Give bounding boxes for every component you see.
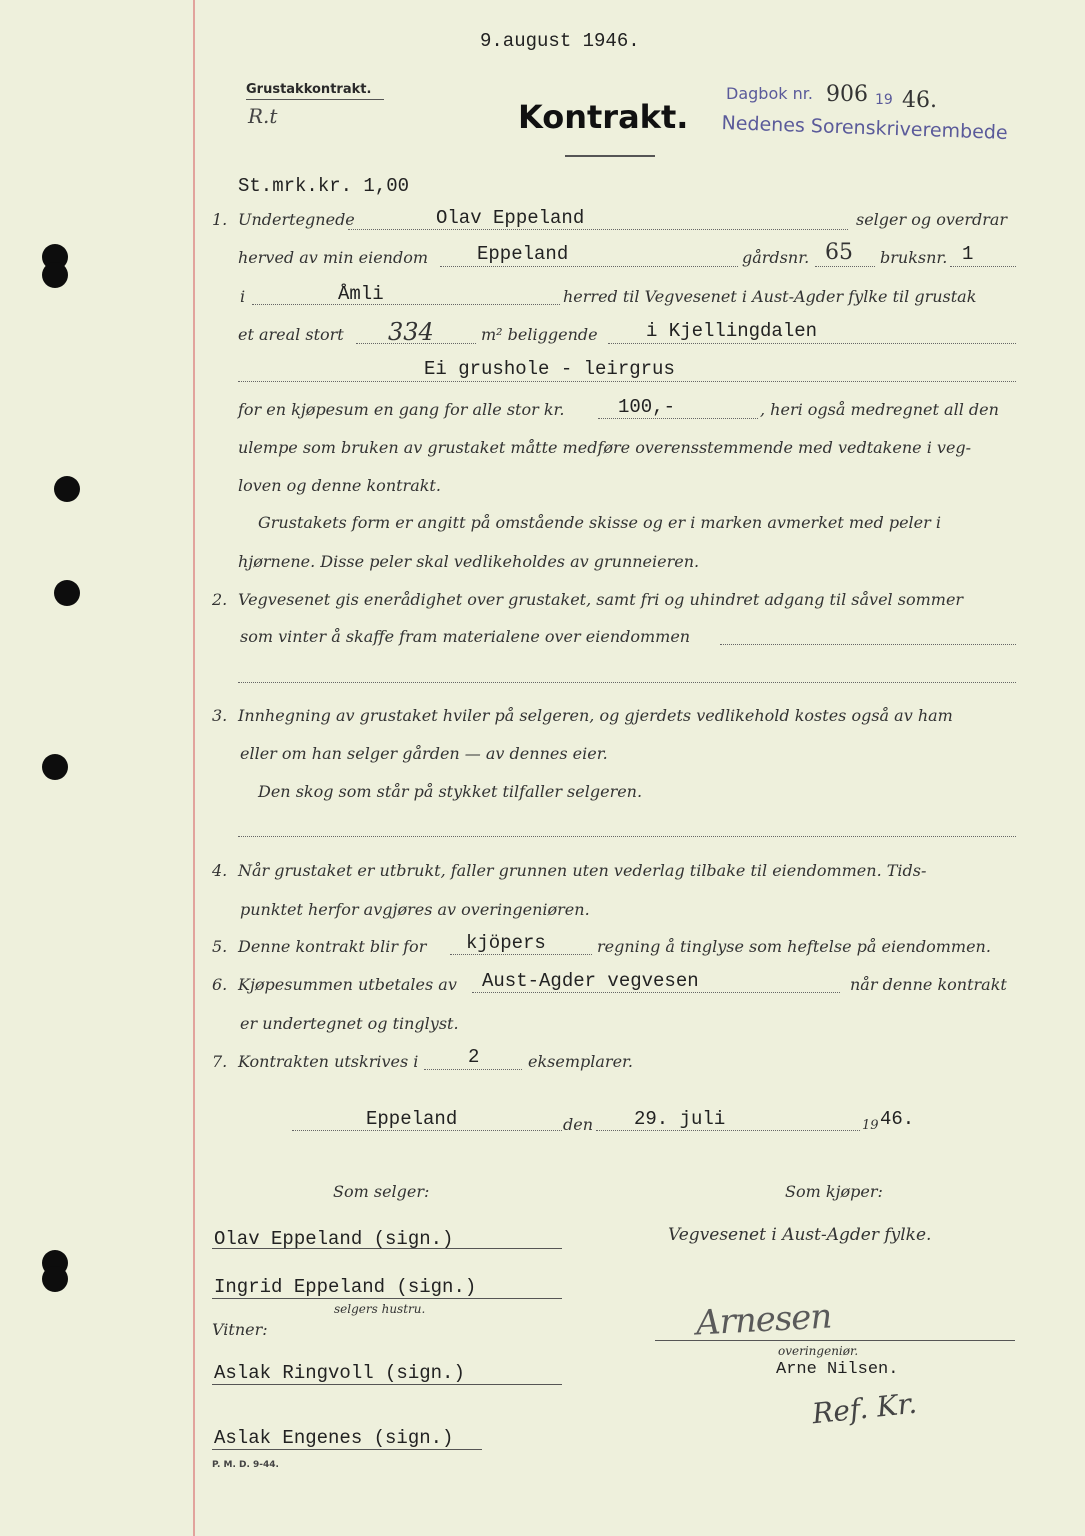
fill-line [238, 836, 1016, 837]
clause-text: Innhegning av grustaket hviler på selgeren, og gjerdets vedlikehold kostes også av ham [238, 706, 953, 725]
stamp-duty: St.mrk.kr. 1,00 [238, 175, 410, 197]
clause-text: eller om han selger gården — av dennes eier. [240, 744, 608, 763]
fill-line [238, 381, 1016, 382]
signature-line [212, 1384, 562, 1385]
signing-place: Eppeland [366, 1108, 458, 1130]
clause-text: Vegvesenet gis enerådighet over grustaket, samt fri og uhindret adgang til såvel sommer [238, 590, 964, 609]
handwritten-mark: R.t [248, 104, 278, 128]
clause-text: bruksnr. [880, 248, 948, 267]
clause-number: 2. [212, 590, 228, 609]
margin-line [193, 0, 195, 1536]
clause-text: Grustakets form er angitt på omstående skisse og er i marken avmerket med peler i [258, 513, 941, 532]
fill-line [720, 644, 1016, 645]
stamp-prefix: Dagbok nr. [726, 84, 813, 103]
clause-text: når denne kontrakt [850, 975, 1007, 994]
document-label: Grustakkontrakt. [246, 82, 372, 97]
buyer-organization: Vegvesenet i Aust-Agder fylke. [668, 1225, 932, 1245]
fill-line [596, 1130, 860, 1131]
clause-text: loven og denne kontrakt. [238, 476, 441, 495]
clause-text: Kontrakten utskrives i [238, 1052, 419, 1071]
form-code: P. M. D. 9-44. [212, 1460, 279, 1470]
title-underline [565, 155, 655, 157]
clause-text: som vinter å skaffe fram materialene over eiendommen [240, 627, 691, 646]
clause-number: 7. [212, 1052, 228, 1071]
punch-hole [42, 754, 68, 780]
fill-line [292, 1130, 562, 1131]
payer-value: Aust-Agder vegvesen [482, 970, 699, 992]
property-name: Eppeland [477, 243, 569, 265]
signature-line [212, 1298, 562, 1299]
clause-number: 5. [212, 937, 228, 956]
wife-label: selgers hustru. [334, 1302, 426, 1316]
municipality-value: Åmli [338, 283, 384, 305]
clause-text: ulempe som bruken av grustaket måtte medføre overensstemmende med vedtakene i veg- [238, 438, 972, 457]
buyer-heading: Som kjøper: [785, 1182, 883, 1201]
clause-text: herved av min eiendom [238, 248, 429, 267]
punch-hole [42, 1266, 68, 1292]
clause-text: selger og overdrar [856, 210, 1008, 229]
fill-line [450, 954, 592, 955]
document-title: Kontrakt. [518, 98, 689, 136]
clause-text: for en kjøpesum en gang for alle stor kr. [238, 400, 565, 419]
clause-text: m² beliggende [481, 325, 598, 344]
location-value: i Kjellingdalen [646, 320, 818, 342]
clause-text: hjørnene. Disse peler skal vedlikeholdes av grunneieren. [238, 552, 700, 571]
clause-text: Denne kontrakt blir for [238, 937, 427, 956]
signature-line [212, 1449, 482, 1450]
clause-number: 6. [212, 975, 228, 994]
fill-line [598, 418, 758, 419]
clause-text: gårdsnr. [742, 248, 810, 267]
stamp-year: 46. [902, 88, 937, 113]
witness1-signature: Aslak Ringvoll (sign.) [214, 1362, 465, 1384]
signature-line [655, 1340, 1015, 1341]
fill-line [424, 1069, 522, 1070]
bruksnr-value: 1 [962, 243, 974, 265]
den-label: den [563, 1115, 594, 1134]
buyer-handwritten-signature: Arnesen [695, 1296, 833, 1344]
clause-number: 3. [212, 706, 228, 725]
seller-name: Olav Eppeland [436, 207, 585, 229]
fill-line [348, 229, 848, 230]
punch-hole [54, 476, 80, 502]
fill-line [472, 992, 840, 993]
fill-line [815, 266, 875, 267]
area-value: 334 [388, 318, 434, 346]
witness-label: Vitner: [212, 1320, 268, 1339]
clause-text: herred til Vegvesenet i Aust-Agder fylke til grustak [563, 287, 977, 306]
buyer-name: Arne Nilsen. [776, 1360, 899, 1379]
clause-text: , heri også medregnet all den [760, 400, 999, 419]
clause-number: 1. [212, 210, 228, 229]
clause-number: 4. [212, 861, 228, 880]
clause-text: Den skog som står på stykket tilfaller selgeren. [258, 782, 643, 801]
registration-party: kjöpers [466, 932, 546, 954]
clause-text: i [240, 287, 246, 306]
fill-line [252, 304, 560, 305]
document-date: 9.august 1946. [480, 30, 640, 52]
clause-text: punktet herfor avgjøres av overingeniøren. [240, 900, 590, 919]
stamp-number: 906 [826, 82, 868, 107]
buyer-title: overingeniør. [778, 1344, 859, 1358]
fill-line [440, 266, 738, 267]
clause-text: Undertegnede [238, 210, 355, 229]
fill-line [950, 266, 1016, 267]
punch-hole [42, 262, 68, 288]
clause-text: et areal stort [238, 325, 344, 344]
punch-hole [54, 580, 80, 606]
fill-line [238, 682, 1016, 683]
fill-line [608, 343, 1016, 344]
description-value: Ei grushole - leirgrus [424, 358, 675, 380]
signing-year: 46. [880, 1108, 915, 1130]
clause-text: Når grustaket er utbrukt, faller grunnen uten vederlag tilbake til eiendommen. Tids- [238, 861, 927, 880]
year-prefix: 19 [862, 1118, 879, 1133]
gardsnr-value: 65 [825, 240, 853, 265]
price-value: 100,- [618, 396, 676, 418]
stamp-office: Nedenes Sorenskriverembede [721, 112, 1008, 144]
buyer-initials: Ref. Kr. [810, 1386, 919, 1431]
clause-text: er undertegnet og tinglyst. [240, 1014, 459, 1033]
clause-text: regning å tinglyse som heftelse på eiendommen. [597, 937, 991, 956]
seller-heading: Som selger: [333, 1182, 430, 1201]
stamp-year-prefix: 19 [875, 92, 893, 108]
witness2-signature: Aslak Engenes (sign.) [214, 1427, 454, 1449]
label-underline [246, 99, 384, 100]
clause-text: eksemplarer. [528, 1052, 634, 1071]
signing-date: 29. juli [634, 1108, 726, 1130]
wife-signature: Ingrid Eppeland (sign.) [214, 1276, 477, 1298]
clause-text: Kjøpesummen utbetales av [238, 975, 457, 994]
copies-value: 2 [468, 1046, 480, 1068]
seller-signature: Olav Eppeland (sign.) [214, 1228, 454, 1250]
